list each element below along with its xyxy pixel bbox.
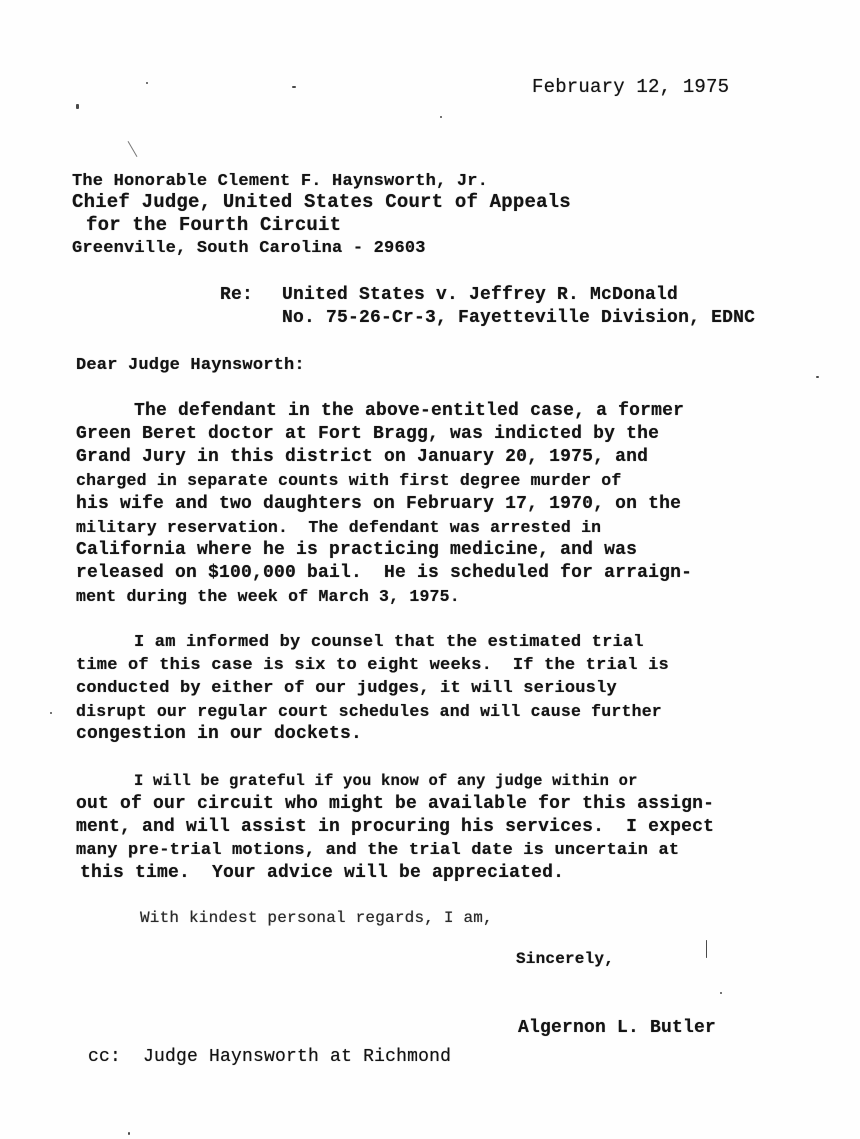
scan-speck xyxy=(76,104,79,109)
signer-name: Algernon L. Butler xyxy=(518,1018,717,1038)
scan-speck xyxy=(720,992,722,994)
paragraph-line: released on $100,000 bail. He is scheduled for arraign- xyxy=(76,563,693,583)
paragraph-line: Grand Jury in this district on January 20, 1975, and xyxy=(76,447,649,467)
letter-date: February 12, 1975 xyxy=(532,76,730,98)
paragraph-line: California where he is practicing medicine, and was xyxy=(76,540,638,560)
scan-speck xyxy=(128,1132,130,1135)
paragraph-line: out of our circuit who might be available for this assign- xyxy=(76,794,715,814)
scan-speck xyxy=(816,376,819,378)
paragraph-line: ment, and will assist in procuring his services. I expect xyxy=(76,817,715,837)
closing-line: With kindest personal regards, I am, xyxy=(140,909,493,927)
re-case-title: United States v. Jeffrey R. McDonald xyxy=(282,285,679,305)
recipient-address: Greenville, South Carolina - 29603 xyxy=(72,239,426,258)
scan-speck xyxy=(50,712,52,714)
re-label: Re: xyxy=(220,285,254,305)
paragraph-line: many pre-trial motions, and the trial date is uncertain at xyxy=(76,841,680,860)
salutation: Dear Judge Haynsworth: xyxy=(76,356,305,375)
paragraph-line: charged in separate counts with first degree murder of xyxy=(76,471,622,490)
paragraph-line: time of this case is six to eight weeks. If the trial is xyxy=(76,656,669,675)
cc-line xyxy=(88,1046,451,1069)
recipient-circuit: for the Fourth Circuit xyxy=(86,214,342,236)
paragraph-line: military reservation. The defendant was arrested in xyxy=(76,518,602,537)
scan-speck xyxy=(292,86,296,88)
cc-recipient: Judge Haynsworth at Richmond xyxy=(143,1047,452,1067)
paragraph-line: his wife and two daughters on February 17, 1970, on the xyxy=(76,494,682,514)
paragraph-line: Green Beret doctor at Fort Bragg, was indicted by the xyxy=(76,424,660,444)
cc-label: cc: xyxy=(88,1047,122,1067)
recipient-name: The Honorable Clement F. Haynsworth, Jr. xyxy=(72,172,489,191)
pen-mark xyxy=(128,141,138,157)
paragraph-line: this time. Your advice will be appreciated. xyxy=(80,863,565,883)
scan-speck xyxy=(440,116,442,118)
valediction: Sincerely, xyxy=(516,950,615,968)
scan-speck xyxy=(146,82,148,84)
paragraph-line: congestion in our dockets. xyxy=(76,724,363,744)
paragraph-line: conducted by either of our judges, it will seriously xyxy=(76,679,617,698)
scan-speck xyxy=(706,940,707,958)
paragraph-line: disrupt our regular court schedules and will cause further xyxy=(76,702,662,721)
paragraph-line: ment during the week of March 3, 1975. xyxy=(76,587,460,606)
recipient-title: Chief Judge, United States Court of Appeals xyxy=(72,191,571,213)
re-case-number: No. 75-26-Cr-3, Fayetteville Division, EDNC xyxy=(282,308,756,328)
paragraph-line: The defendant in the above-entitled case, a former xyxy=(134,401,685,421)
paragraph-line: I am informed by counsel that the estimated trial xyxy=(134,633,644,652)
paragraph-line: I will be grateful if you know of any judge within or xyxy=(134,772,638,790)
